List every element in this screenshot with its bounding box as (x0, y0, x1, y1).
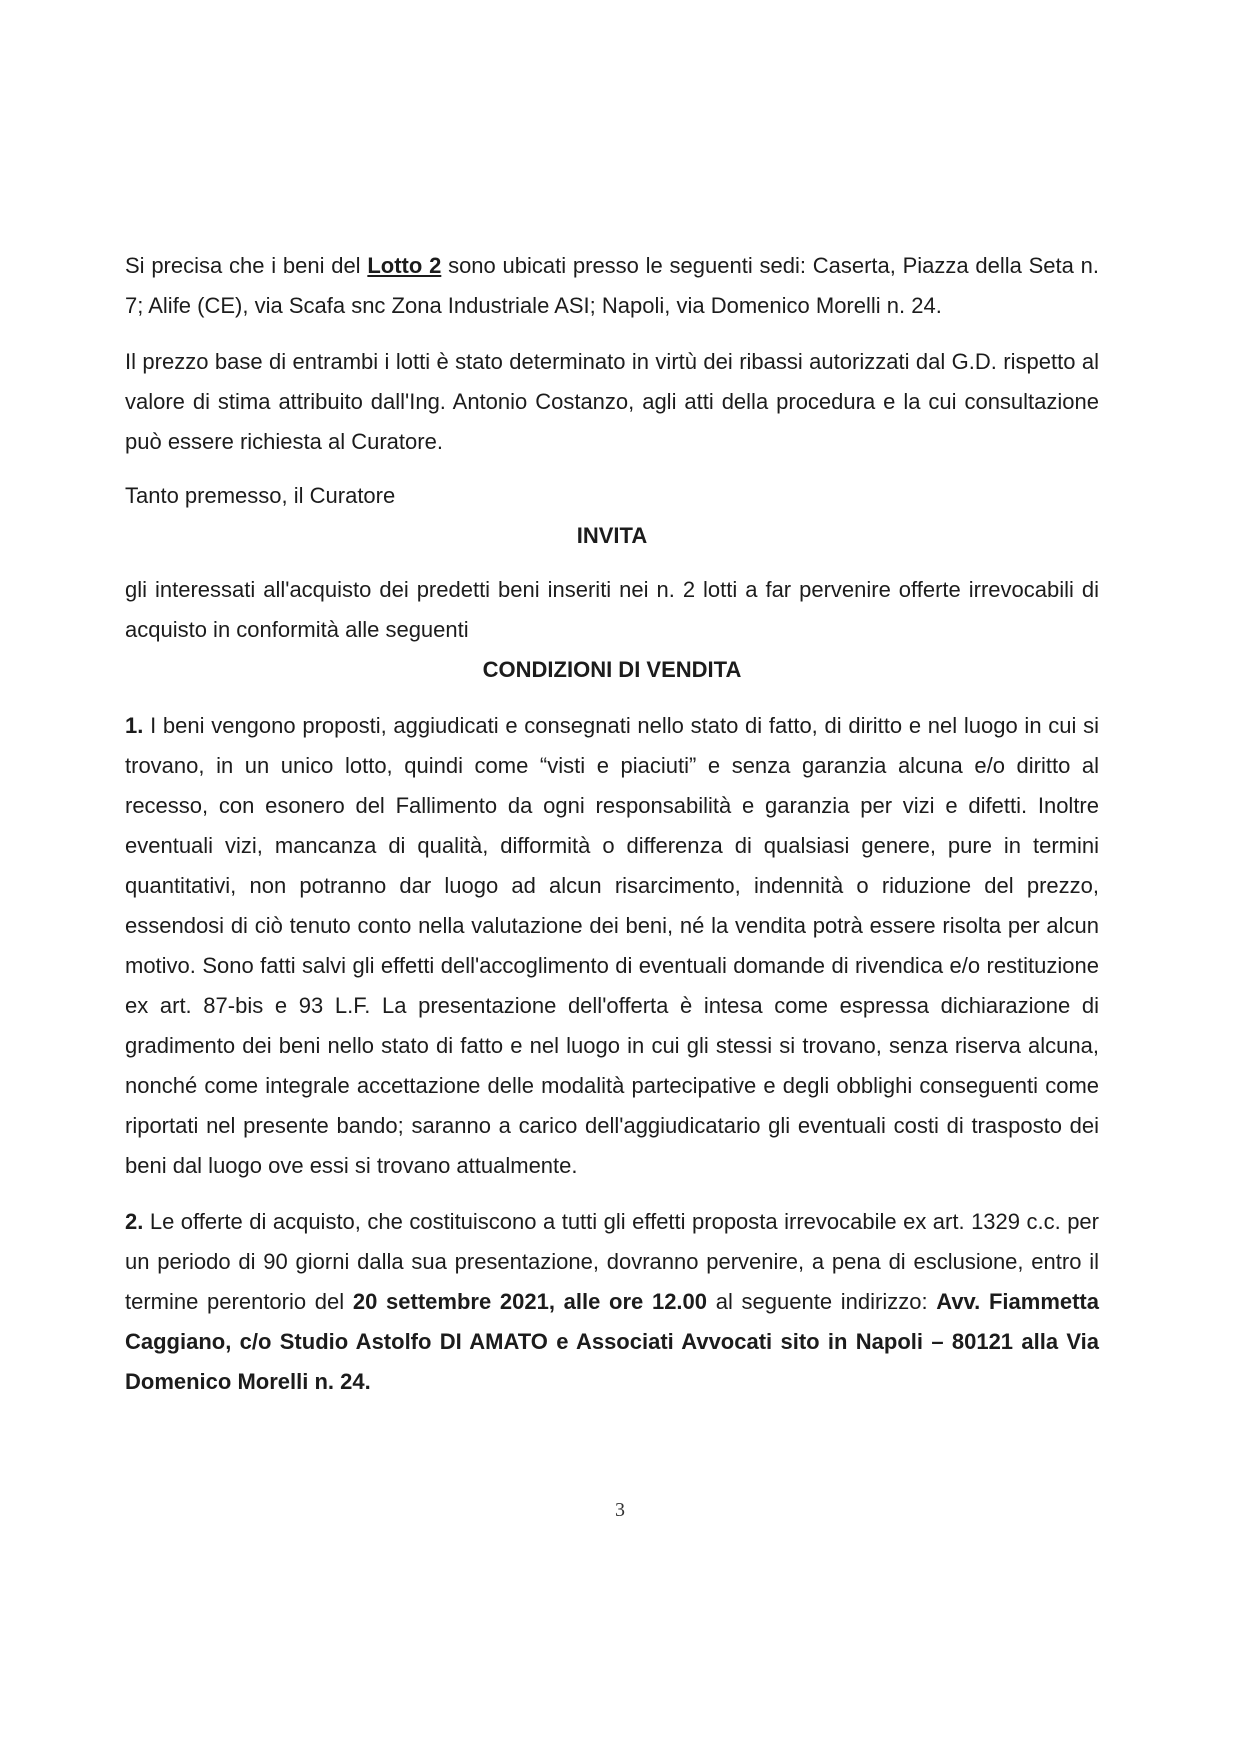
document-body (125, 246, 1099, 1402)
clause-text: al seguente indirizzo: (707, 1289, 937, 1314)
heading-invita: INVITA (576, 523, 648, 548)
heading-condizioni-vendita: CONDIZIONI DI VENDITA (482, 657, 742, 682)
paragraph-invito: gli interessati all'acquisto dei predetti beni inseriti nei n. 2 lotti a far pervenire offerte irrevocabili di acquisto in conformità alle seguenti (125, 577, 1099, 642)
page-number: 3 (615, 1499, 625, 1521)
paragraph-premessa: Tanto premesso, il Curatore (125, 483, 396, 508)
clause-number: 2. (125, 1209, 144, 1234)
delivery-address: Avv. Fiammetta Caggiano, c/o Studio Astolfo DI AMATO e Associati Avvocati sito in Napoli – 80121 alla Via Domenico Morelli n. 24. (125, 1289, 1099, 1394)
paragraph-lotto-location (125, 246, 1099, 326)
text-segment: Si precisa che i beni del (125, 253, 368, 278)
paragraph-prezzo-base: Il prezzo base di entrambi i lotti è stato determinato in virtù dei ribassi autorizzati dal G.D. rispetto al valore di stima attribuito dall'Ing. Antonio Costanzo, agli atti della procedura e la cui consultazione può essere richiesta al Curatore. (125, 349, 1099, 454)
clause-1 (125, 706, 1099, 1186)
deadline: 20 settembre 2021, alle ore 12.00 (352, 1289, 708, 1314)
clause-2 (125, 1202, 1099, 1402)
text-segment: sono ubicati presso le seguenti sedi: Caserta, Piazza della Seta n. 7; Alife (CE), via Scafa snc Zona Industriale ASI; Napoli, via Domenico Morelli n. 24. (125, 253, 1099, 318)
clause-number: 1. (125, 713, 144, 738)
clause-text: Le offerte di acquisto, che costituiscono a tutti gli effetti proposta irrevocabile ex art. 1329 c.c. per un periodo di 90 giorni dalla sua presentazione, dovranno pervenire, a pena di esclusione, entro il termine perentorio del (125, 1209, 1099, 1314)
clause-text: I beni vengono proposti, aggiudicati e consegnati nello stato di fatto, di diritto e nel luogo in cui si trovano, in un unico lotto, quindi come “visti e piaciuti” e senza garanzia alcuna e/o diritto al recesso, con esonero del Fallimento da ogni responsabilità e garanzia per vizi e difetti. Inoltre eventuali vizi, mancanza di qualità, difformità o differenza di qualsiasi genere, pure in termini quantitativi, non potranno dar luogo ad alcun risarcimento, indennità o riduzione del prezzo, essendosi di ciò tenuto conto nella valutazione dei beni, né la vendita potrà essere risolta per alcun motivo. Sono fatti salvi gli effetti dell'accoglimento di eventuali domande di rivendica e/o restituzione ex art. 87-bis e 93 L.F. La presentazione dell'offerta è intesa come espressa dichiarazione di gradimento dei beni nello stato di fatto e nel luogo in cui gli stessi si trovano, senza riserva alcuna, nonché come integrale accettazione delle modalità partecipative e degli obblighi conseguenti come riportati nel presente bando; saranno a carico dell'aggiudicatario gli eventuali costi di trasposto dei beni dal luogo ove essi si trovano attualmente. (125, 713, 1099, 1178)
lotto-label: Lotto 2 (367, 253, 442, 278)
